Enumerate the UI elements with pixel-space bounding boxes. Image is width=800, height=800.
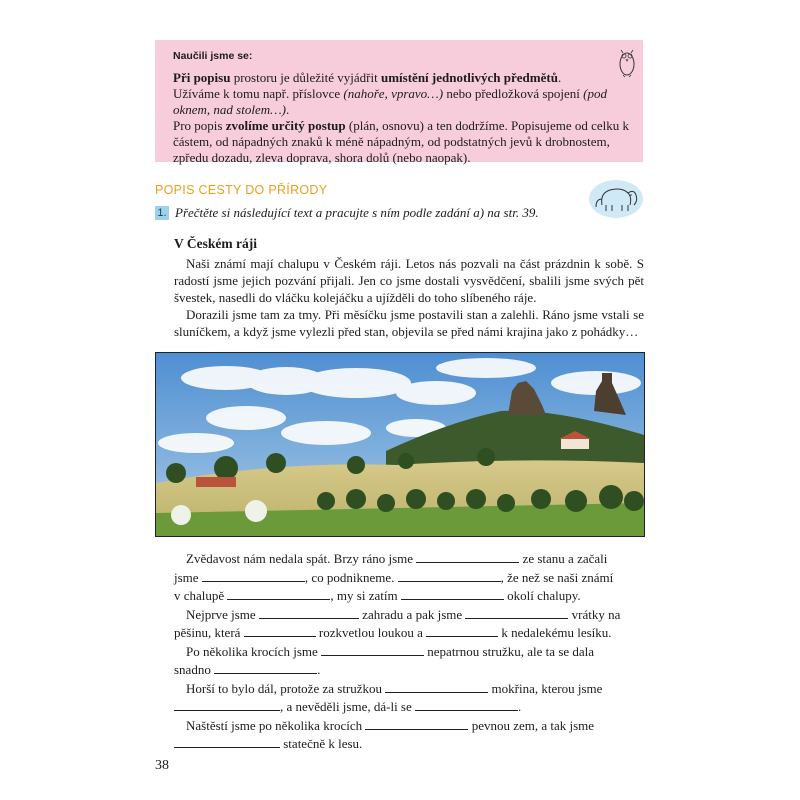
exercise-text: vrátky na [568,606,621,622]
article-paragraph-1: Naši známí mají chalupu v Českém ráji. Letos nás pozvali na část prázdnin k sobě. S radostí jsme jejich pozvání přijali. Jen co jsme dostali vysvědčení, sbalili jsme svých pět švestek, nasedli do vláčku kolejáčku a ujížděli do toho slíbeného ráje. [174,256,644,305]
exercise-line [174,661,644,680]
exercise-text: ze stanu a začali [519,551,608,566]
info-paragraph-2 [173,86,631,118]
exercise-text: v chalupě [174,588,228,603]
exercise-text: . [518,699,522,714]
exercise-line [174,587,644,606]
exercise-text: Naštěstí jsme po několika krocích [186,717,366,733]
landscape-photo [155,352,645,537]
info-italic: (pod oknem, nad stolem…) [173,86,607,117]
exercise-text: Nejprve jsme [186,606,259,622]
task-number-badge: 1. [155,206,169,220]
fill-blank[interactable] [321,643,424,656]
article-paragraph-2: Dorazili jsme tam za tmy. Při měsíčku jsme postavili stan a zalehli. Ráno jsme vstali se sluníčkem, a když jsme vylezli před stan, objevila se před námi krajina jako z pohádky… [174,307,644,339]
fill-blank[interactable] [426,624,498,637]
exercise-line [174,606,644,625]
exercise-text: Zvědavost nám nedala spát. Brzy ráno jsme [186,551,417,566]
fill-in-exercise [174,550,644,754]
info-bold: Při popisu [173,70,231,85]
exercise-line [174,569,644,588]
article-title: V Českém ráji [174,236,257,251]
fill-blank[interactable] [401,587,504,600]
info-italic: (nahoře, vpravo…) [343,86,444,101]
info-text: Užíváme k tomu např. příslovce [173,86,344,101]
exercise-text: , co podnikneme. [304,569,398,585]
exercise-text: k nedalekému lesíku. [498,625,612,640]
fill-blank[interactable] [214,661,317,674]
exercise-text: okolí chalupy. [503,588,581,603]
exercise-text: . [317,662,321,677]
fill-blank[interactable] [244,624,316,637]
info-text: prostoru je důležité vyjádřit [230,70,381,85]
exercise-text: , my si zatím [330,588,401,603]
exercise-text: , že než se naši známí [500,569,614,585]
exercise-line [174,735,644,754]
exercise-line [174,643,644,662]
info-box-title: Naučili jsme se: [173,50,253,62]
exercise-text: nepatrnou stružku, ale ta se dala [424,643,595,659]
task-instruction: Přečtěte si následující text a pracujte s ním podle zadání a) na str. 39. [175,205,539,221]
learned-info-box [155,40,643,165]
exercise-text: pevnou zem, a tak jsme [468,717,595,733]
exercise-text: , a nevěděli jsme, dá-li se [280,699,416,714]
fill-blank[interactable] [259,606,359,619]
info-paragraph-3 [173,118,631,166]
fill-blank[interactable] [174,698,280,711]
fill-blank[interactable] [415,698,518,711]
info-text: nebo předložková spojení [443,86,580,101]
fill-blank[interactable] [202,569,305,582]
fill-blank[interactable] [398,569,501,582]
info-text: Pro popis [173,118,226,133]
fill-blank[interactable] [385,680,488,693]
info-text: . [286,102,290,117]
info-bold: zvolíme určitý postup [225,118,346,133]
exercise-text: pěšinu, která [174,625,244,640]
article [174,235,644,340]
exercise-text: Po několika krocích jsme [186,643,322,659]
exercise-line [174,717,644,736]
exercise-text: jsme [174,569,202,585]
exercise-text: statečně k lesu. [280,736,363,751]
fill-blank[interactable] [416,550,519,563]
info-text: . [557,70,562,85]
exercise-line [174,680,644,699]
info-paragraph-1 [173,70,631,86]
exercise-line [174,550,644,569]
elephant-icon [588,175,644,219]
fill-blank[interactable] [174,735,280,748]
owl-icon [617,44,637,78]
exercise-line [174,624,644,643]
fill-blank[interactable] [465,606,568,619]
exercise-text: snadno [174,662,215,677]
info-text: (plán, osnovu) a ten dodržíme. Popisujeme od celku k částem, od nápadných znaků k méně nápadným, od podstatných jevů k drobnostem, zpředu dozadu, zleva doprava, shora dolů (nebo naopak). [173,118,630,165]
exercise-text: mokřina, kterou jsme [488,680,603,696]
info-bold: umístění jednotlivých předmětů [380,70,558,85]
task-row [155,204,539,221]
fill-blank[interactable] [365,717,468,730]
page-number: 38 [155,758,169,773]
section-heading: POPIS CESTY DO PŘÍRODY [155,183,328,197]
exercise-text: rozkvetlou loukou a [315,625,427,640]
exercise-text: Horší to bylo dál, protože za stružkou [186,680,386,696]
fill-blank[interactable] [227,587,330,600]
exercise-line [174,698,644,717]
exercise-text: zahradu a pak jsme [358,606,466,622]
